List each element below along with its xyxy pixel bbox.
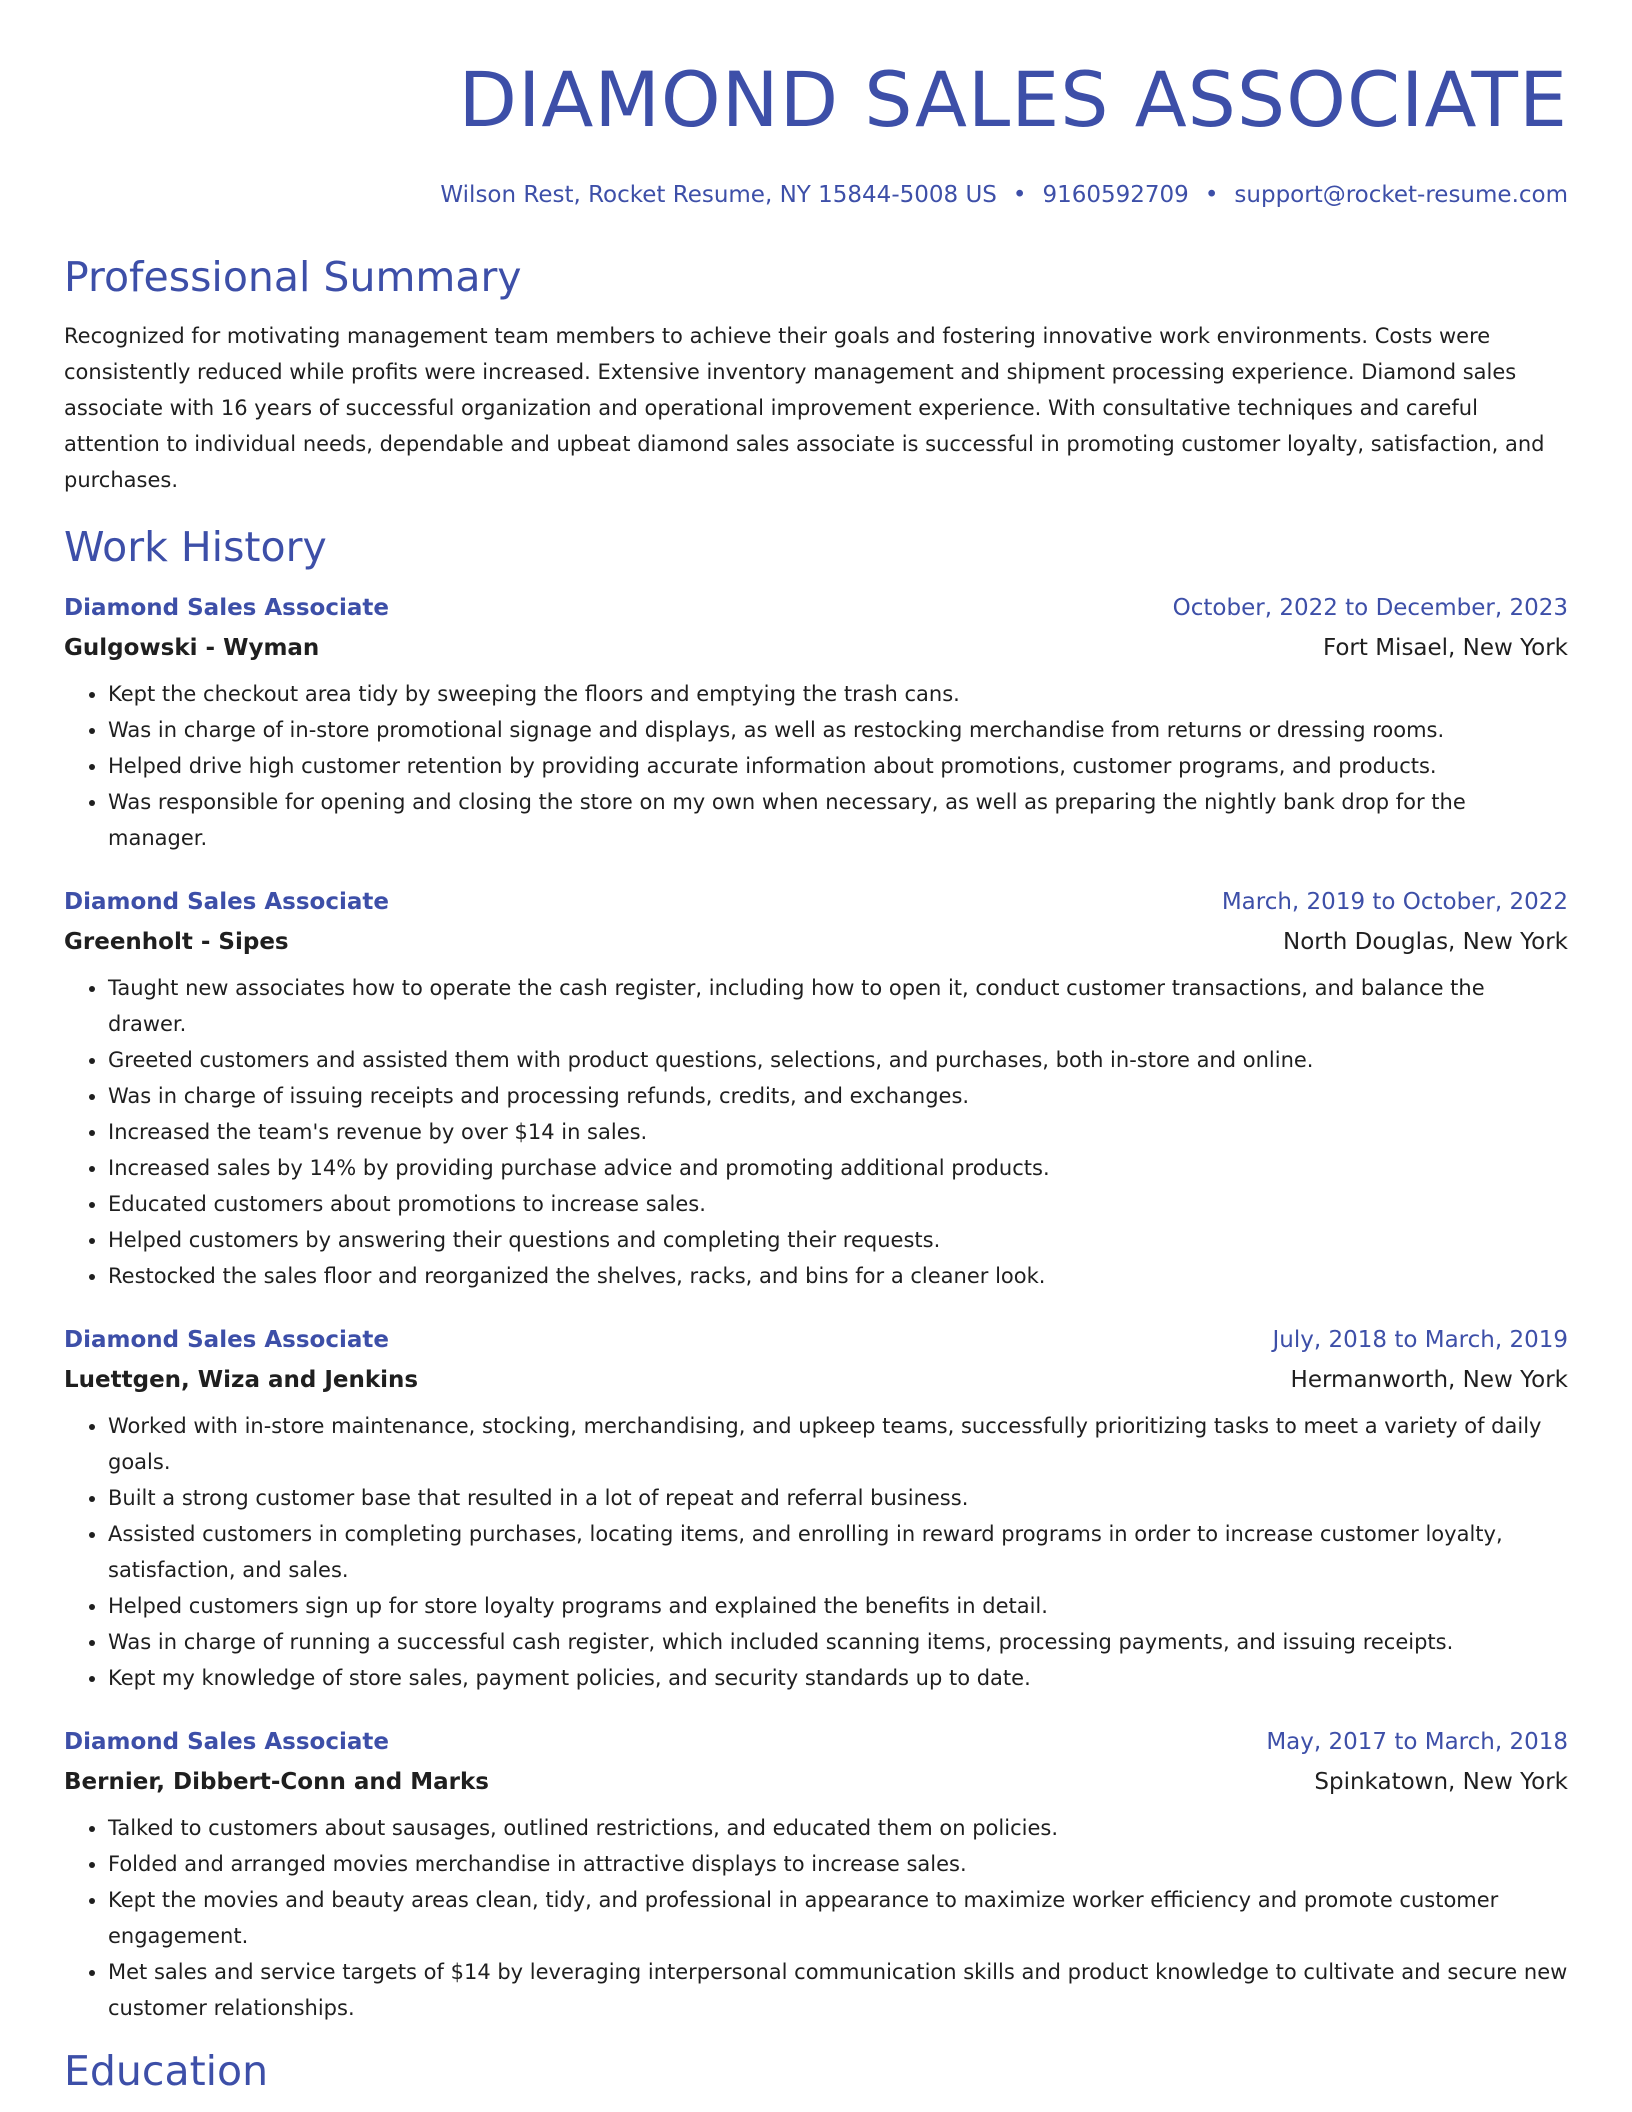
contact-separator: • xyxy=(1012,182,1027,208)
job-bullet: • Talked to customers about sausages, outlined restrictions, and educated them on policies. xyxy=(108,1810,1568,1846)
job-bullet: • Taught new associates how to operate the cash register, including how to open it, conduct customer transactions, and balance the drawer. xyxy=(108,970,1568,1042)
job-bullet: • Kept the movies and beauty areas clean, tidy, and professional in appearance to maximize worker efficiency and promote customer engagement. xyxy=(108,1882,1568,1954)
job-role: Diamond Sales Associate xyxy=(64,1327,389,1353)
job-bullet: • Restocked the sales floor and reorganized the shelves, racks, and bins for a cleaner look. xyxy=(108,1258,1568,1294)
job-role-row xyxy=(64,588,1568,628)
job-location: North Douglas, New York xyxy=(1282,929,1568,955)
job-bullet-list xyxy=(64,676,1568,856)
job-list xyxy=(64,588,1568,2026)
job-bullet: • Helped drive high customer retention by providing accurate information about promotions, customer programs, and products. xyxy=(108,748,1568,784)
job-bullet: • Kept my knowledge of store sales, payment policies, and security standards up to date. xyxy=(108,1660,1568,1696)
job-role-row xyxy=(64,882,1568,922)
job-bullet: • Was in charge of issuing receipts and processing refunds, credits, and exchanges. xyxy=(108,1078,1568,1114)
resume-title: DIAMOND SALES ASSOCIATE xyxy=(458,55,1568,144)
job-bullet: • Folded and arranged movies merchandise in attractive displays to increase sales. xyxy=(108,1846,1568,1882)
contact-line xyxy=(64,180,1568,210)
job-role: Diamond Sales Associate xyxy=(64,1729,389,1755)
job-bullet: • Greeted customers and assisted them with product questions, selections, and purchases, both in-store and online. xyxy=(108,1042,1568,1078)
job-company: Gulgowski - Wyman xyxy=(64,635,320,661)
job-company-row xyxy=(64,628,1568,668)
job-bullet-list xyxy=(64,970,1568,1294)
contact-email: support@rocket-resume.com xyxy=(1234,182,1568,208)
job-bullet: • Helped customers sign up for store loyalty programs and explained the benefits in detail. xyxy=(108,1588,1568,1624)
job-bullet: • Increased the team's revenue by over $14 in sales. xyxy=(108,1114,1568,1150)
job-bullet: • Was in charge of running a successful cash register, which included scanning items, processing payments, and issuing receipts. xyxy=(108,1624,1568,1660)
job-dates: May, 2017 to March, 2018 xyxy=(1266,1729,1568,1755)
contact-separator: • xyxy=(1204,182,1219,208)
job-entry xyxy=(64,1722,1568,2026)
education-heading: Education xyxy=(64,2047,269,2095)
resume-page xyxy=(64,0,1568,2096)
job-bullet: • Built a strong customer base that resulted in a lot of repeat and referral business. xyxy=(108,1480,1568,1516)
job-bullet-list xyxy=(64,1408,1568,1696)
job-company: Bernier, Dibbert-Conn and Marks xyxy=(64,1769,489,1795)
job-company: Luettgen, Wiza and Jenkins xyxy=(64,1367,419,1393)
job-entry xyxy=(64,588,1568,856)
job-bullet: • Was responsible for opening and closing the store on my own when necessary, as well as preparing the nightly bank drop for the manager. xyxy=(108,784,1568,856)
job-bullet: • Kept the checkout area tidy by sweeping the floors and emptying the trash cans. xyxy=(108,676,1568,712)
job-role: Diamond Sales Associate xyxy=(64,889,389,915)
job-location: Fort Misael, New York xyxy=(1322,635,1568,661)
job-bullet-list xyxy=(64,1810,1568,2026)
job-company-row xyxy=(64,1762,1568,1802)
contact-phone: 9160592709 xyxy=(1042,182,1189,208)
job-bullet: • Assisted customers in completing purchases, locating items, and enrolling in reward programs in order to increase customer loyalty, satisfaction, and sales. xyxy=(108,1516,1568,1588)
job-entry xyxy=(64,882,1568,1294)
summary-heading: Professional Summary xyxy=(64,253,522,301)
job-bullet: • Helped customers by answering their questions and completing their requests. xyxy=(108,1222,1568,1258)
job-role-row xyxy=(64,1722,1568,1762)
job-role: Diamond Sales Associate xyxy=(64,595,389,621)
job-bullet: • Met sales and service targets of $14 by leveraging interpersonal communication skills and product knowledge to cultivate and secure new customer relationships. xyxy=(108,1954,1568,2026)
job-location: Hermanworth, New York xyxy=(1290,1367,1568,1393)
job-bullet: • Educated customers about promotions to increase sales. xyxy=(108,1186,1568,1222)
contact-address: Wilson Rest, Rocket Resume, NY 15844-5008 US xyxy=(440,182,997,208)
work-history-heading: Work History xyxy=(64,523,327,571)
job-company-row xyxy=(64,922,1568,962)
job-dates: March, 2019 to October, 2022 xyxy=(1221,889,1568,915)
job-company-row xyxy=(64,1360,1568,1400)
summary-text: Recognized for motivating management team members to achieve their goals and fostering innovative work environments. Costs were consistently reduced while profits were increased. Extensive inventory management and shipment processing experience. Diamond sales associate with 16 years of successful organization and operational improvement experience. With consultative techniques and careful attention to individual needs, dependable and upbeat diamond sales associate is successful in promoting customer loyalty, satisfaction, and purchases. xyxy=(64,324,1545,492)
job-bullet: • Worked with in-store maintenance, stocking, merchandising, and upkeep teams, successfully prioritizing tasks to meet a variety of daily goals. xyxy=(108,1408,1568,1480)
job-role-row xyxy=(64,1320,1568,1360)
job-location: Spinkatown, New York xyxy=(1314,1769,1568,1795)
job-dates: October, 2022 to December, 2023 xyxy=(1172,595,1568,621)
job-dates: July, 2018 to March, 2019 xyxy=(1272,1327,1568,1353)
job-company: Greenholt - Sipes xyxy=(64,929,289,955)
job-entry xyxy=(64,1320,1568,1696)
job-bullet: • Was in charge of in-store promotional signage and displays, as well as restocking merchandise from returns or dressing rooms. xyxy=(108,712,1568,748)
job-bullet: • Increased sales by 14% by providing purchase advice and promoting additional products. xyxy=(108,1150,1568,1186)
